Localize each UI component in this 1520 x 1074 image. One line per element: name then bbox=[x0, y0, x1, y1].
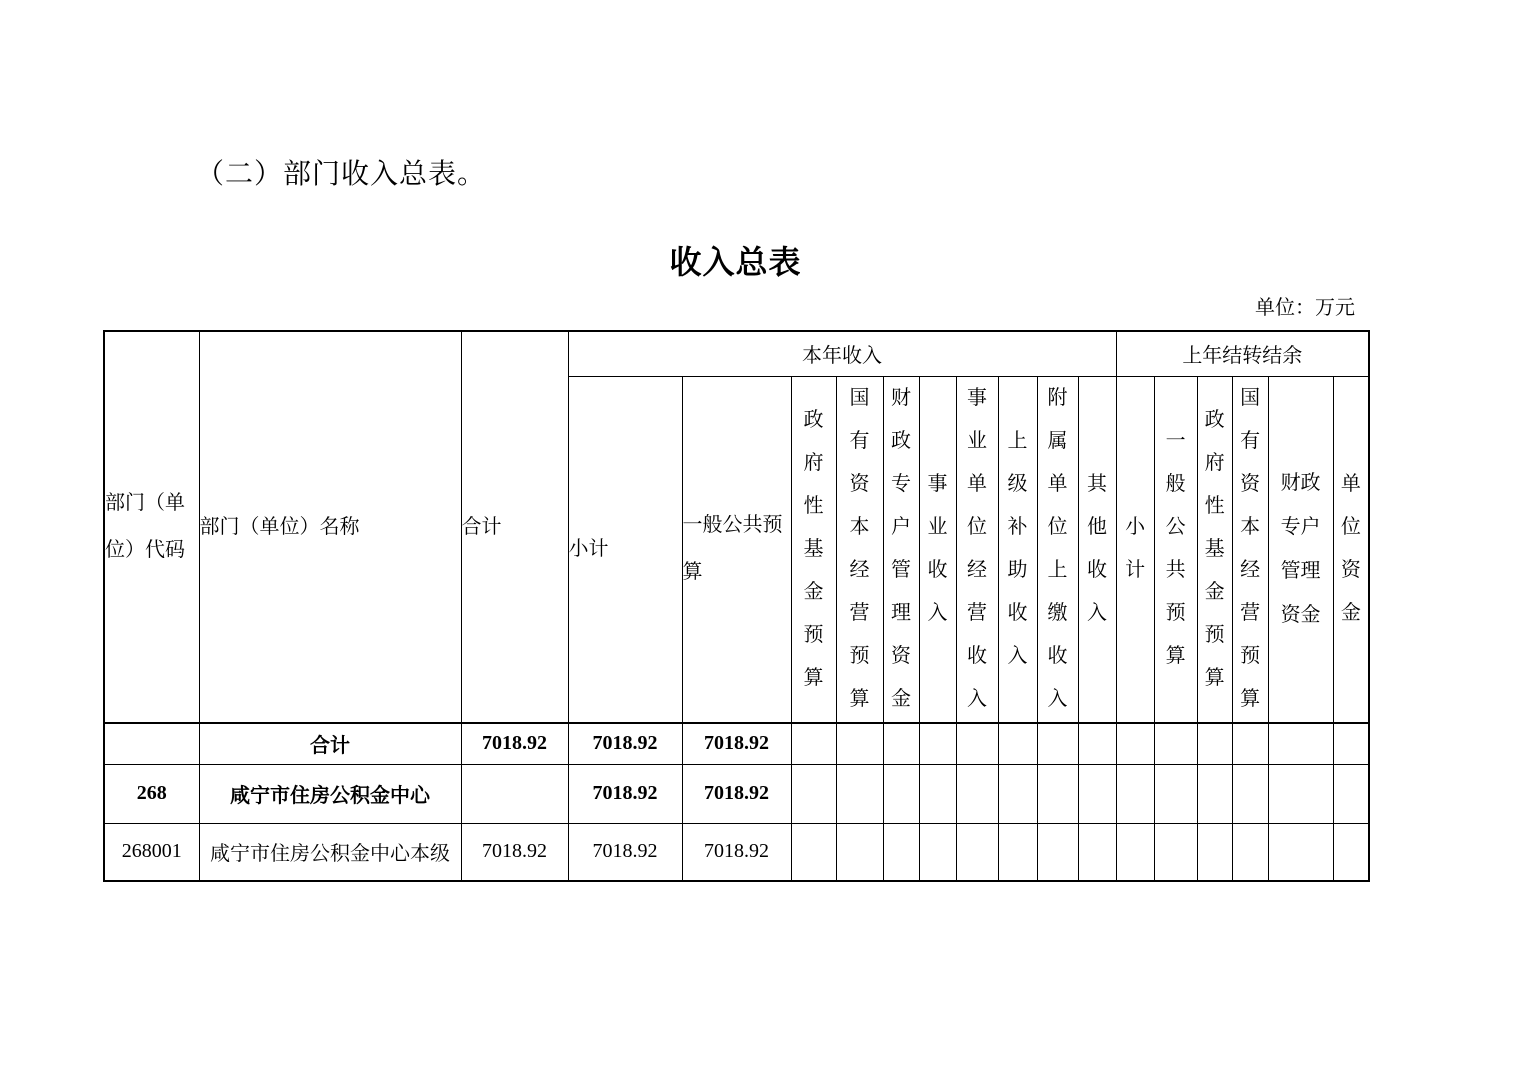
cell-empty bbox=[998, 723, 1037, 764]
cell-code: 268001 bbox=[104, 823, 199, 881]
cell-empty bbox=[956, 723, 998, 764]
vertical-label: 单位资金 bbox=[1340, 473, 1361, 625]
cell-empty bbox=[998, 764, 1037, 823]
header-cy-business-operation-income bbox=[956, 376, 998, 723]
vertical-label: 财政专户管理资金 bbox=[891, 387, 911, 711]
vertical-label: 其他收入 bbox=[1087, 473, 1108, 625]
header-co-state-capital-budget bbox=[1232, 376, 1268, 723]
header-co-fiscal-special-account bbox=[1268, 376, 1333, 723]
cell-cy-subtotal: 7018.92 bbox=[568, 764, 682, 823]
cell-empty bbox=[883, 723, 919, 764]
header-cy-general-public-budget: 一般公共预算 bbox=[682, 376, 791, 723]
header-cy-state-capital-budget bbox=[836, 376, 883, 723]
cell-empty bbox=[1333, 764, 1369, 823]
header-dept-code: 部门（单位）代码 bbox=[104, 331, 199, 723]
vertical-label: 一般公共预算 bbox=[1165, 430, 1186, 668]
table-row-grand-total bbox=[104, 723, 1369, 764]
cell-cy-general-budget: 7018.92 bbox=[682, 764, 791, 823]
cell-empty bbox=[791, 823, 836, 881]
cell-code: 268 bbox=[104, 764, 199, 823]
vertical-label: 附属单位上缴收入 bbox=[1047, 387, 1068, 711]
cell-empty bbox=[998, 823, 1037, 881]
cell-empty bbox=[836, 823, 883, 881]
cell-empty bbox=[1268, 764, 1333, 823]
cell-empty bbox=[836, 723, 883, 764]
table-row-dept-268 bbox=[104, 764, 1369, 823]
cell-empty bbox=[1268, 723, 1333, 764]
header-cy-fiscal-special-account bbox=[883, 376, 919, 723]
cell-empty bbox=[1333, 823, 1369, 881]
cell-empty bbox=[1154, 823, 1197, 881]
cell-empty bbox=[956, 823, 998, 881]
cell-empty bbox=[1078, 764, 1116, 823]
header-co-gov-fund-budget bbox=[1197, 376, 1232, 723]
header-cy-business-income bbox=[919, 376, 956, 723]
cell-empty bbox=[1116, 723, 1154, 764]
cell-empty bbox=[1154, 723, 1197, 764]
cell-empty bbox=[1078, 823, 1116, 881]
cell-empty bbox=[1268, 823, 1333, 881]
cell-cy-general-budget: 7018.92 bbox=[682, 823, 791, 881]
cell-code bbox=[104, 723, 199, 764]
table-row-dept-268001 bbox=[104, 823, 1369, 881]
section-heading: （二）部门收入总表。 bbox=[196, 159, 487, 190]
header-total: 合计 bbox=[461, 331, 568, 723]
cell-empty bbox=[956, 764, 998, 823]
vertical-label: 财政专户管理资金 bbox=[1280, 472, 1321, 627]
unit-note: 单位：万元 bbox=[1255, 297, 1355, 319]
header-cy-superior-subsidy-income bbox=[998, 376, 1037, 723]
cell-empty bbox=[919, 823, 956, 881]
cell-total: 7018.92 bbox=[461, 823, 568, 881]
cell-total: 7018.92 bbox=[461, 723, 568, 764]
vertical-label: 事业单位经营收入 bbox=[967, 387, 987, 711]
cell-empty bbox=[1197, 823, 1232, 881]
header-co-subtotal bbox=[1116, 376, 1154, 723]
cell-name: 咸宁市住房公积金中心本级 bbox=[199, 823, 461, 881]
cell-empty bbox=[836, 764, 883, 823]
cell-cy-subtotal: 7018.92 bbox=[568, 723, 682, 764]
cell-empty bbox=[919, 764, 956, 823]
cell-empty bbox=[1078, 723, 1116, 764]
cell-empty bbox=[1197, 764, 1232, 823]
vertical-label: 事业收入 bbox=[927, 473, 948, 625]
cell-empty bbox=[1232, 723, 1268, 764]
header-co-unit-funds bbox=[1333, 376, 1369, 723]
vertical-label: 小计 bbox=[1125, 516, 1146, 582]
cell-empty bbox=[791, 723, 836, 764]
cell-empty bbox=[1333, 723, 1369, 764]
vertical-label: 政府性基金预算 bbox=[803, 408, 824, 689]
header-cy-other-income bbox=[1078, 376, 1116, 723]
cell-name: 咸宁市住房公积金中心 bbox=[199, 764, 461, 823]
vertical-label: 国有资本经营预算 bbox=[1240, 387, 1261, 711]
cell-empty bbox=[883, 823, 919, 881]
vertical-label: 上级补助收入 bbox=[1007, 430, 1028, 668]
vertical-label: 政府性基金预算 bbox=[1204, 408, 1225, 689]
cell-total bbox=[461, 764, 568, 823]
cell-empty bbox=[791, 764, 836, 823]
cell-cy-general-budget: 7018.92 bbox=[682, 723, 791, 764]
cell-name: 合计 bbox=[199, 723, 461, 764]
group-header-current-year-income: 本年收入 bbox=[568, 331, 1116, 376]
header-cy-subtotal: 小计 bbox=[568, 376, 682, 723]
cell-empty bbox=[1197, 723, 1232, 764]
cell-empty bbox=[1037, 764, 1078, 823]
cell-cy-subtotal: 7018.92 bbox=[568, 823, 682, 881]
table-title: 收入总表 bbox=[669, 244, 802, 280]
cell-empty bbox=[1116, 764, 1154, 823]
cell-empty bbox=[1116, 823, 1154, 881]
header-cy-affiliated-unit-income bbox=[1037, 376, 1078, 723]
cell-empty bbox=[919, 723, 956, 764]
header-dept-name: 部门（单位）名称 bbox=[199, 331, 461, 723]
cell-empty bbox=[883, 764, 919, 823]
cell-empty bbox=[1154, 764, 1197, 823]
header-co-general-public-budget bbox=[1154, 376, 1197, 723]
vertical-label: 国有资本经营预算 bbox=[849, 387, 870, 711]
cell-empty bbox=[1037, 723, 1078, 764]
cell-empty bbox=[1232, 823, 1268, 881]
header-cy-gov-fund-budget bbox=[791, 376, 836, 723]
cell-empty bbox=[1037, 823, 1078, 881]
group-header-carryover-balance: 上年结转结余 bbox=[1116, 331, 1369, 376]
cell-empty bbox=[1232, 764, 1268, 823]
revenue-summary-table bbox=[103, 330, 1370, 882]
table-header-group-row bbox=[104, 331, 1369, 376]
